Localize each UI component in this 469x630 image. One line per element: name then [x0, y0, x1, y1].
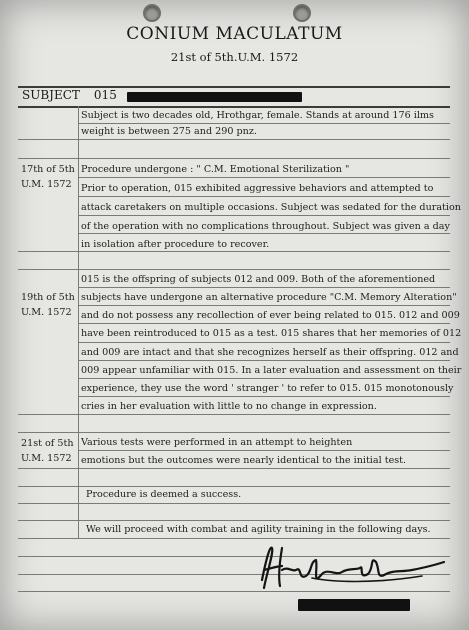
- entry-date: [21, 436, 79, 466]
- ruled-line: [78, 450, 450, 451]
- entry-line: Various tests were performed in an attempt to heighten: [81, 437, 353, 448]
- entry-date-day: 19th of 5th: [21, 292, 75, 303]
- subject-number: 015: [93, 88, 117, 102]
- ruled-line: [78, 287, 450, 288]
- subject-label: [22, 88, 117, 102]
- entry-date: [21, 162, 79, 192]
- ruled-line: [18, 158, 450, 159]
- entry-date-year: U.M. 1572: [21, 307, 72, 318]
- ruled-line: [78, 323, 450, 324]
- conclusion-line: We will proceed with combat and agility training in the following days.: [86, 524, 431, 535]
- entry-line: and 009 are intact and that she recognizes herself as their offspring. 012 and: [81, 347, 459, 358]
- entry-line: subjects have undergone an alternative procedure "C.M. Memory Alteration": [81, 292, 457, 303]
- entry-line: in isolation after procedure to recover.: [81, 239, 270, 250]
- ruled-line: [18, 538, 450, 539]
- ruled-line: [78, 123, 450, 124]
- entry-line: attack caretakers on multiple occasions. Subject was sedated for the duration: [81, 202, 461, 213]
- ruled-line: [18, 251, 450, 252]
- entry-line: cries in her evaluation with little to no change in expression.: [81, 401, 377, 412]
- ruled-line: [78, 233, 450, 234]
- ruled-line: [18, 503, 450, 504]
- entry-line: have been reintroduced to 015 as a test. 015 shares that her memories of 012: [81, 328, 462, 339]
- entry-date-year: U.M. 1572: [21, 453, 72, 464]
- entry-line: Procedure undergone : " C.M. Emotional Sterilization ": [81, 164, 350, 175]
- intro-line: Subject is two decades old, Hrothgar, female. Stands at around 176 ilms: [81, 110, 434, 121]
- handwritten-signature: [252, 540, 452, 600]
- redacted-bar-signature: [298, 599, 410, 611]
- ruled-line: [78, 342, 450, 343]
- ruled-line: [18, 269, 450, 270]
- entry-line: Prior to operation, 015 exhibited aggressive behaviors and attempted to: [81, 183, 434, 194]
- ruled-line: [18, 414, 450, 415]
- intro-line: weight is between 275 and 290 pnz.: [81, 126, 257, 137]
- redacted-bar-subject: [127, 92, 302, 102]
- ruled-line: [78, 360, 450, 361]
- entry-line: emotions but the outcomes were nearly identical to the initial test.: [81, 455, 407, 466]
- ruled-line: [78, 378, 450, 379]
- ruled-line: [18, 139, 450, 140]
- ruled-line: [78, 196, 450, 197]
- ruled-line: [18, 486, 450, 487]
- punch-hole-right: [293, 4, 311, 22]
- document-date: 21st of 5th.U.M. 1572: [170, 50, 299, 64]
- ruled-line: [78, 177, 450, 178]
- ruled-line: [78, 215, 450, 216]
- entry-date-day: 21st of 5th: [21, 438, 74, 449]
- conclusion-line: Procedure is deemed a success.: [86, 489, 242, 500]
- document-title: CONIUM MACULATUM: [126, 24, 343, 44]
- punch-hole-left: [143, 4, 161, 22]
- entry-line: of the operation with no complications throughout. Subject was given a day: [81, 221, 450, 232]
- ruled-line: [18, 520, 450, 521]
- ruled-line: [18, 432, 450, 433]
- entry-date-day: 17th of 5th: [21, 164, 75, 175]
- subject-word: SUBJECT: [22, 88, 80, 102]
- entry-date-year: U.M. 1572: [21, 179, 72, 190]
- entry-line: and do not possess any recollection of ever being related to 015. 012 and 009: [81, 310, 460, 321]
- entry-line: experience, they use the word ' stranger ' to refer to 015. 015 monotonously: [81, 383, 454, 394]
- entry-line: 015 is the offspring of subjects 012 and 009. Both of the aforementioned: [81, 274, 436, 285]
- ruled-line: [78, 396, 450, 397]
- entry-line: 009 appear unfamiliar with 015. In a later evaluation and assessment on their: [81, 365, 462, 376]
- entry-date: [21, 290, 79, 320]
- header-rule-bottom: [18, 106, 450, 108]
- ruled-line: [78, 305, 450, 306]
- ruled-line: [18, 468, 450, 469]
